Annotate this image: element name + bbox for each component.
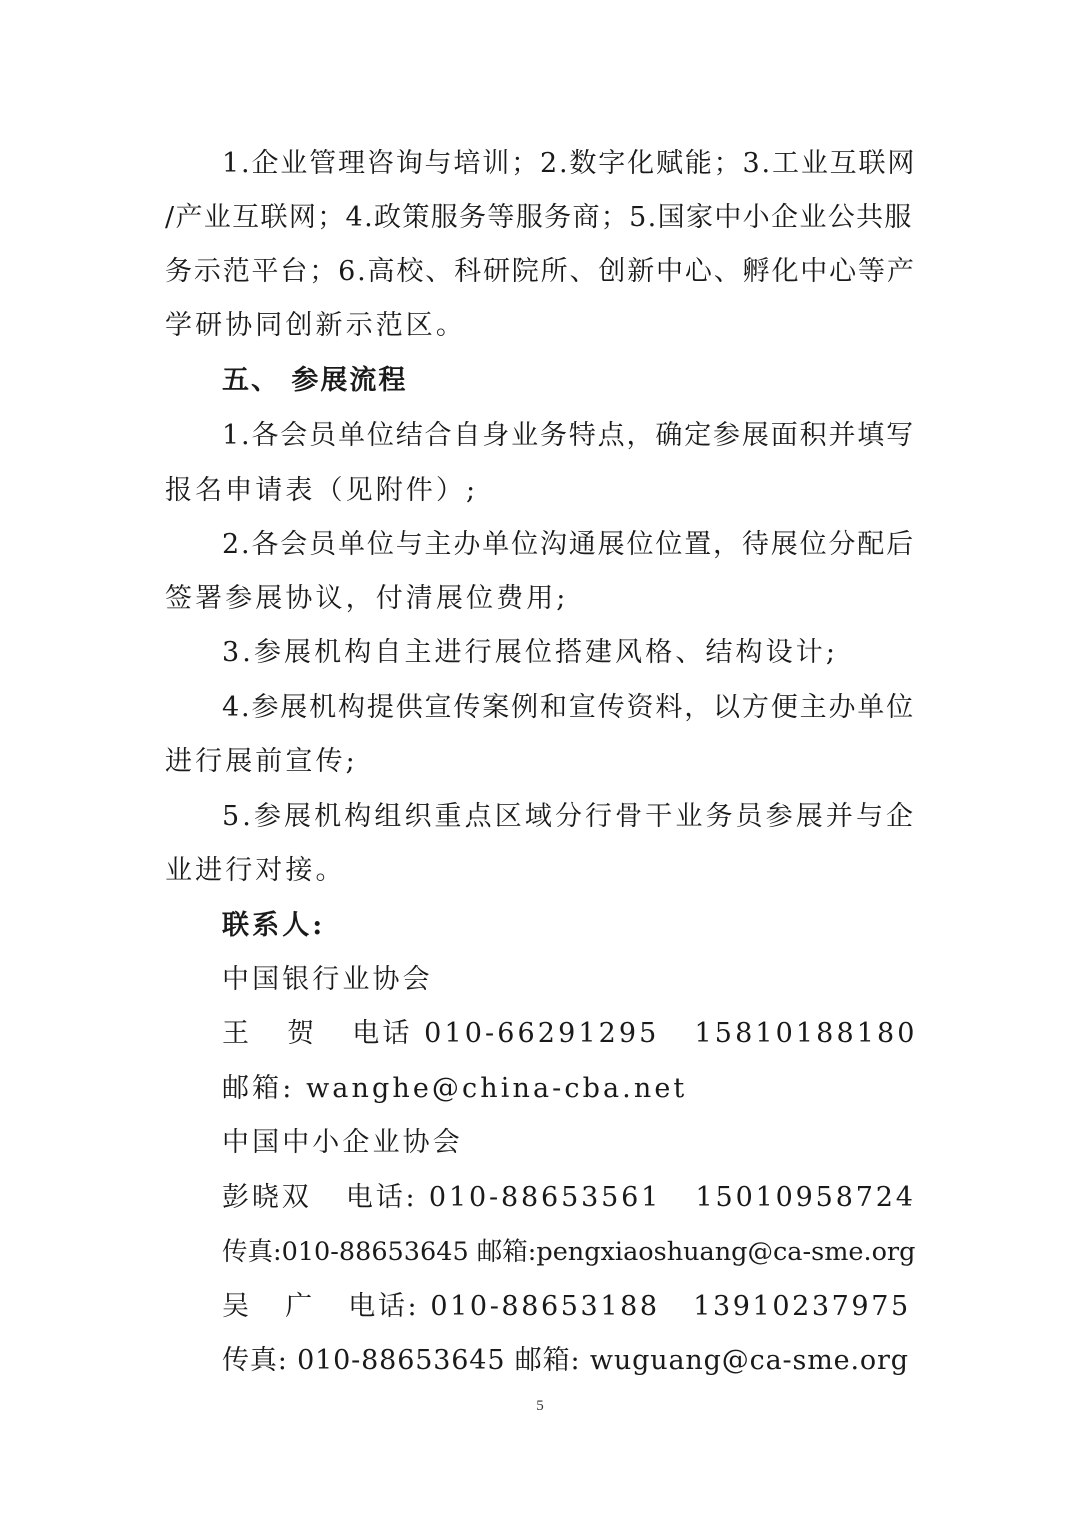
contact-email-wanghe: 邮箱: wanghe@china-cba.net [222, 1073, 688, 1104]
contacts-label: 联系人: [222, 910, 326, 941]
contact-fax-email-pengxiaoshuang: 传真:010-88653645 邮箱:pengxiaoshuang@ca-sme.org [222, 1237, 916, 1267]
contact-person-wuguang: 吴 广 电话: 010-88653188 13910237975 [222, 1291, 911, 1322]
process-item-5-line-2: 业进行对接。 [165, 855, 346, 886]
process-item-2-line-1: 2.各会员单位与主办单位沟通展位位置，待展位分配后 [222, 529, 916, 560]
service-types-line-2: /产业互联网；4.政策服务等服务商；5.国家中小企业公共服 [165, 202, 913, 233]
contact-person-pengxiaoshuang: 彭晓双 电话: 010-88653561 15010958724 [222, 1182, 916, 1213]
process-item-4-line-2: 进行展前宣传; [165, 746, 358, 777]
process-item-4-line-1: 4.参展机构提供宣传案例和宣传资料，以方便主办单位 [222, 692, 916, 723]
contact-person-wanghe: 王 贺 电话 010-66291295 15810188180 [222, 1018, 918, 1049]
section-heading-exhibition-process: 五、 参展流程 [222, 365, 408, 396]
service-types-line-4: 学研协同创新示范区。 [165, 310, 466, 341]
process-item-1-line-2: 报名申请表（见附件）; [165, 475, 479, 506]
contact-fax-email-wuguang: 传真: 010-88653645 邮箱: wuguang@ca-sme.org [222, 1345, 909, 1376]
process-item-2-line-2: 签署参展协议，付清展位费用; [165, 583, 569, 614]
page-number: 5 [536, 1398, 544, 1414]
service-types-line-3: 务示范平台；6.高校、科研院所、创新中心、孵化中心等产 [165, 256, 916, 287]
process-item-3-line-1: 3.参展机构自主进行展位搭建风格、结构设计; [222, 637, 839, 668]
process-item-5-line-1: 5.参展机构组织重点区域分行骨干业务员参展并与企 [222, 801, 917, 832]
contact-org-cba: 中国银行业协会 [222, 964, 433, 995]
process-item-1-line-1: 1.各会员单位结合自身业务特点，确定参展面积并填写 [222, 420, 916, 451]
service-types-line-1: 1.企业管理咨询与培训；2.数字化赋能；3.工业互联网 [222, 148, 917, 179]
contact-org-casme: 中国中小企业协会 [222, 1127, 463, 1158]
